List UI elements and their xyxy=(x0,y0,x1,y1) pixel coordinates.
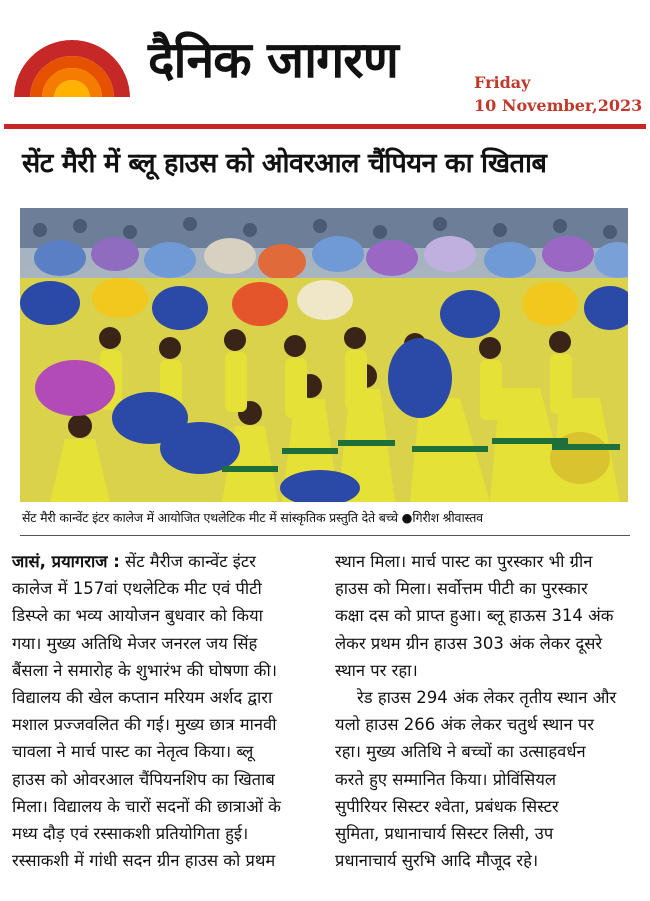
body-line: गया। मुख्य अतिथि मेजर जनरल जय सिंह xyxy=(12,633,258,653)
body-line: सुपीरियर सिस्टर श्वेता, प्रबंधक सिस्टर xyxy=(335,796,559,816)
body-line: स्थान पर रहा। xyxy=(335,660,418,680)
newspaper-name: दैनिक जागरण xyxy=(148,31,398,89)
cultural-performance-photo xyxy=(20,208,628,502)
body-line: चावला ने मार्च पास्ट का नेतृत्व किया। ब्लू xyxy=(12,742,254,762)
caption-divider xyxy=(20,535,630,536)
body-line: रस्साकशी में गांधी सदन ग्रीन हाउस को प्रथम xyxy=(12,851,276,871)
body-line: बैंसला ने समारोह के शुभारंभ की घोषणा की। xyxy=(12,660,278,680)
body-line: प्रधानाचार्य सुरभि आदि मौजूद रहे। xyxy=(335,851,539,871)
body-line: करते हुए सम्मानित किया। प्रोविंसियल xyxy=(335,769,557,789)
rising-sun-logo-icon xyxy=(10,28,134,100)
article-headline: सेंट मैरी में ब्लू हाउस को ओवरआल चैंपियन का खिताब xyxy=(22,148,547,179)
masthead xyxy=(0,0,650,132)
body-line: हाउस को मिला। सर्वोत्तम पीटी का पुरस्कार xyxy=(335,579,588,599)
body-line: सुमिता, प्रधानाचार्य सिस्टर लिसी, उप xyxy=(335,824,554,844)
article-photo xyxy=(20,208,628,502)
publication-date: 10 November,2023 xyxy=(474,96,643,115)
body-line: लेकर प्रथम ग्रीन हाउस 303 अंक लेकर दूसरे xyxy=(335,633,603,653)
body-line: मशाल प्रज्जवलित की गई। मुख्य छात्र मानवी xyxy=(12,715,277,735)
body-line: स्थान मिला। मार्च पास्ट का पुरस्कार भी ग्रीन xyxy=(335,552,593,571)
body-line: मिला। विद्यालय के चारों सदनों की छात्राओं के xyxy=(12,796,281,816)
body-line: हाउस को ओवरआल चैंपियनशिप का खिताब xyxy=(12,769,275,789)
masthead-rule xyxy=(4,124,646,129)
article-dateline: जासं, प्रयागराज : xyxy=(12,552,120,571)
body-line: कालेज में 157वां एथलेटिक मीट एवं पीटी xyxy=(12,579,262,599)
photo-caption: सेंट मैरी कान्वेंट इंटर कालेज में आयोजित एथलेटिक मीट में सांस्कृतिक प्रस्तुति देते बच्चे ●गिरीश श्रीवास्तव xyxy=(22,510,483,525)
body-line: मध्य दौड़ एवं रस्साकशी प्रतियोगिता हुई। xyxy=(12,824,249,844)
body-line: यलो हाउस 266 अंक लेकर चतुर्थ स्थान पर xyxy=(335,715,594,735)
body-line: रहा। मुख्य अतिथि ने बच्चों का उत्साहवर्धन xyxy=(335,742,586,762)
body-line: रेड हाउस 294 अंक लेकर तृतीय स्थान और xyxy=(357,688,617,708)
body-line: डिस्प्ले का भव्य आयोजन बुधवार को किया xyxy=(12,606,263,626)
article-body-right-column xyxy=(335,548,640,874)
body-line: विद्यालय की खेल कप्तान मरियम अर्शद द्वारा xyxy=(12,688,273,708)
body-line: कक्षा दस को प्राप्त हुआ। ब्लू हाऊस 314 अंक xyxy=(335,606,614,626)
publication-day: Friday xyxy=(474,73,531,92)
article-body-left-column xyxy=(12,548,317,874)
body-line: जासं, प्रयागराज : सेंट मैरीज कान्वेंट इंटर xyxy=(12,552,256,571)
